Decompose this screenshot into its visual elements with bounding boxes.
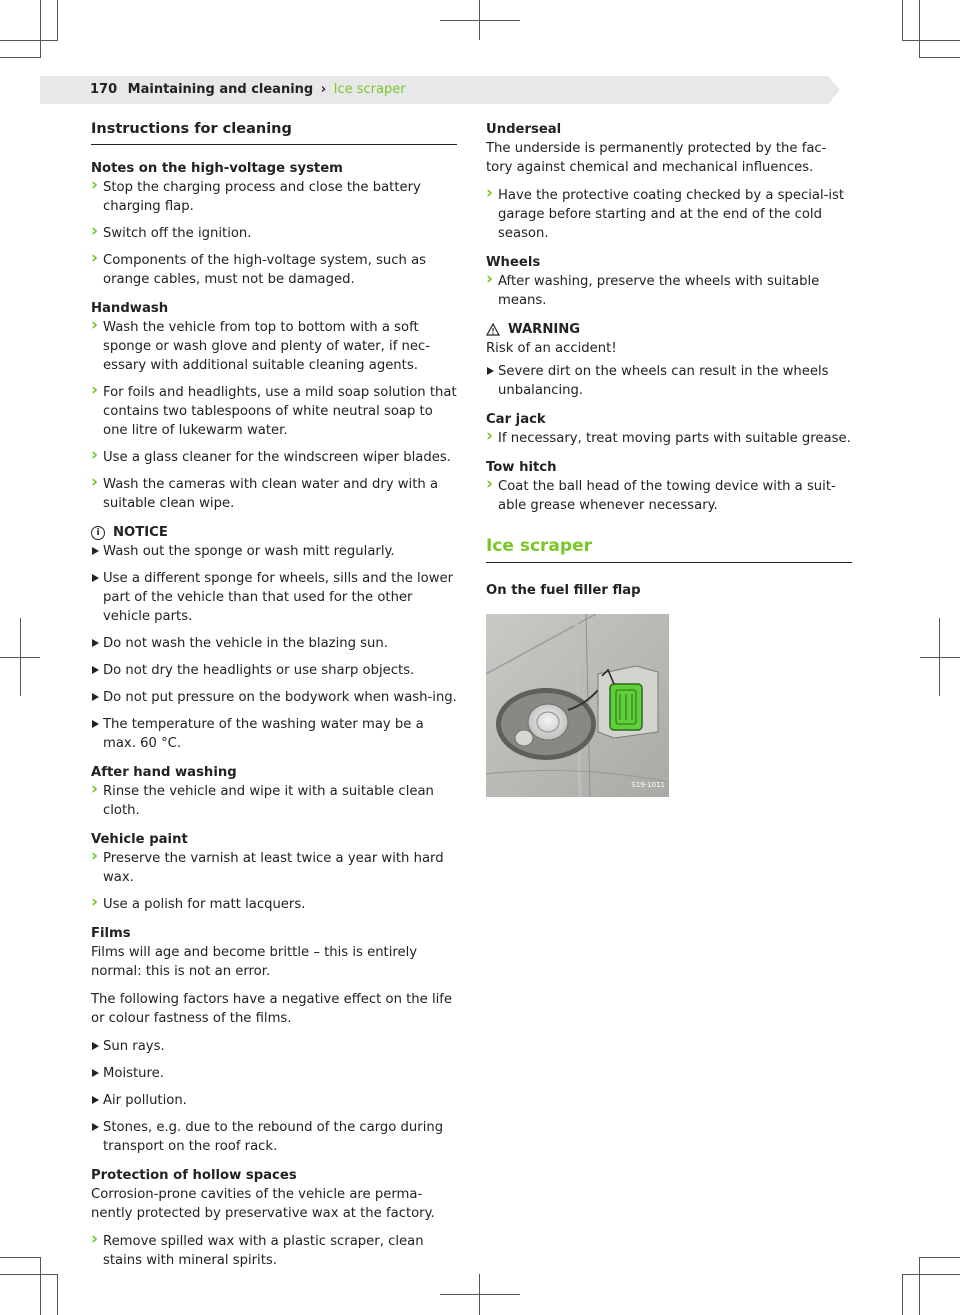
handwash [91,299,457,513]
hollow-list [91,1232,457,1270]
hv-list [91,178,457,289]
info-icon: i [91,526,105,540]
breadcrumb-separator: › [320,82,327,97]
breadcrumb-chapter[interactable]: Maintaining and cleaning [127,82,314,97]
list-item: › Use a polish for matt lacquers. [91,895,457,914]
fuel-flap-image [486,614,669,797]
fuel-flap-illustration [486,614,669,797]
figure-code: S19-1011 [631,781,665,789]
handwash-heading: Handwash [91,301,169,316]
list-item: › Wash the cameras with clean water and dry with a suitable clean wipe. [91,475,457,513]
underseal-heading: Underseal [486,122,562,137]
breadcrumb-section[interactable]: Ice scraper [333,82,406,97]
ice-scraper-subheading: On the fuel filler flap [486,583,641,598]
breadcrumb [90,82,406,97]
films-heading: Films [91,926,131,941]
films-paragraph-2: The following factors have a negative effect on the life or colour fastness of the films. [91,992,453,1026]
warning-title: WARNING [508,322,581,337]
towhitch-list [486,477,852,515]
after-heading: After hand washing [91,765,237,780]
ice-scraper-title: Ice scraper [486,537,852,563]
notice-title: NOTICE [113,525,168,540]
list-item: › Stop the charging process and close the battery charging flap. [91,178,457,216]
list-item: Sun rays. [91,1037,457,1056]
list-item: › If necessary, treat moving parts with suitable grease. [486,429,852,448]
right-column [486,120,852,797]
wheels-heading: Wheels [486,255,541,270]
after-hand-washing [91,763,457,820]
vehicle-paint [91,830,457,914]
wheels-list [486,272,852,310]
notice-list [91,542,457,753]
list-item: Do not wash the vehicle in the blazing sun. [91,634,457,653]
list-item: Air pollution. [91,1091,457,1110]
warning-list [486,362,852,400]
paint-list [91,849,457,914]
list-item: Use a different sponge for wheels, sills and the lower part of the vehicle than that used for the other vehicle parts. [91,569,457,626]
underseal [486,120,852,243]
list-item: › Components of the high-voltage system, such as orange cables, must not be damaged. [91,251,457,289]
warning-box [486,320,852,400]
towhitch-heading: Tow hitch [486,460,557,475]
carjack-heading: Car jack [486,412,546,427]
after-list [91,782,457,820]
list-item: Moisture. [91,1064,457,1083]
list-item: Do not dry the headlights or use sharp objects. [91,661,457,680]
hv-notes [91,159,457,289]
list-item: › Have the protective coating checked by a special-ist garage before starting and at the end of the cold season. [486,186,852,243]
films [91,924,457,1156]
hv-heading: Notes on the high-voltage system [91,161,343,176]
list-item: Do not put pressure on the bodywork when wash-ing. [91,688,457,707]
list-item: Stones, e.g. due to the rebound of the cargo during transport on the roof rack. [91,1118,457,1156]
list-item: › Coat the ball head of the towing device with a suit-able grease whenever necessary. [486,477,852,515]
wheels [486,253,852,310]
paint-heading: Vehicle paint [91,832,188,847]
list-item: Severe dirt on the wheels can result in the wheels unbalancing. [486,362,852,400]
hollow-spaces [91,1166,457,1270]
films-paragraph-1: Films will age and become brittle – this is entirely normal: this is not an error. [91,945,418,979]
tow-hitch [486,458,852,515]
underseal-list [486,186,852,243]
list-item: Wash out the sponge or wash mitt regularly. [91,542,457,561]
list-item: › Rinse the vehicle and wipe it with a suitable clean cloth. [91,782,457,820]
notice-box [91,523,457,753]
page-number: 170 [90,82,118,97]
list-item: › Remove spilled wax with a plastic scraper, clean stains with mineral spirits. [91,1232,457,1270]
underseal-paragraph: The underside is permanently protected by the fac-tory against chemical and mechanical influences. [486,141,827,175]
warning-paragraph: Risk of an accident! [486,341,617,356]
list-item: › Preserve the varnish at least twice a year with hard wax. [91,849,457,887]
list-item: › Wash the vehicle from top to bottom with a soft sponge or wash glove and plenty of water, if nec-essary with additional suitable cleaning agents. [91,318,457,375]
hollow-heading: Protection of hollow spaces [91,1168,297,1183]
films-list [91,1037,457,1156]
hollow-paragraph: Corrosion-prone cavities of the vehicle are perma-nently protected by preservative wax at the factory. [91,1187,435,1221]
carjack-list [486,429,852,448]
list-item: The temperature of the washing water may be a max. 60 °C. [91,715,457,753]
handwash-list [91,318,457,513]
section-title: Instructions for cleaning [91,120,457,145]
left-column [91,120,457,1280]
list-item: › After washing, preserve the wheels with suitable means. [486,272,852,310]
car-jack [486,410,852,448]
list-item: › Use a glass cleaner for the windscreen wiper blades. [91,448,457,467]
list-item: › For foils and headlights, use a mild soap solution that contains two tablespoons of white neutral soap to one litre of lukewarm water. [91,383,457,440]
list-item: › Switch off the ignition. [91,224,457,243]
warning-icon [486,323,500,336]
